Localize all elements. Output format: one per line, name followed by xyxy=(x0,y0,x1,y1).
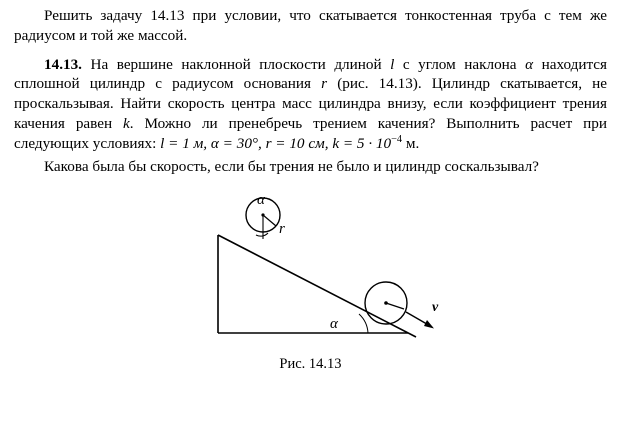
problem-text-5: . Можно ли пренебречь трением качения? Выполнить расчет при следующих условиях: xyxy=(14,114,608,152)
figure-drawing xyxy=(0,193,621,353)
label-radius: r xyxy=(279,221,285,237)
symbol-l: l xyxy=(390,55,395,73)
condition-k-unit: м. xyxy=(402,134,420,152)
question-line-2: соскальзывал? xyxy=(444,158,539,176)
condition-l: l = 1 м, xyxy=(160,134,208,152)
intro-line-2: тонкостенная труба с тем же радиусом и той же массой. xyxy=(14,7,607,44)
problem-text-2: с углом наклона xyxy=(402,55,517,73)
question-line-1: Какова была бы скорость, если бы трения не было и цилиндр xyxy=(44,158,441,176)
label-velocity: v xyxy=(432,300,439,315)
symbol-alpha: α xyxy=(525,55,534,73)
intro-line-1: Решить задачу 14.13 при условии, что скатывается xyxy=(44,7,398,24)
label-alpha-bottom: α xyxy=(330,316,338,332)
problem-number: 14.13. xyxy=(44,55,82,73)
problem-paragraph xyxy=(14,55,607,154)
problem-text-1: На вершине наклонной плоскости длиной xyxy=(90,55,382,73)
condition-k-base: k = 5 · 10 xyxy=(332,134,392,152)
problem-text-4: (рис. 14.13). Цилиндр скатывается, не проскальзывая. Найти скорость центра масс цилиндра внизу, если коэффициент трения качения равен xyxy=(14,75,608,132)
symbol-r: r xyxy=(321,75,328,93)
symbol-k: k xyxy=(123,114,130,132)
inclined-plane xyxy=(218,235,416,337)
figure-14-13 xyxy=(0,193,621,373)
condition-r: r = 10 см, xyxy=(265,134,329,152)
condition-k-exponent: −4 xyxy=(391,133,403,145)
intro-paragraph xyxy=(14,6,607,46)
label-alpha-top: α xyxy=(257,193,265,208)
question-paragraph xyxy=(14,157,607,177)
velocity-arrow xyxy=(406,312,434,329)
condition-alpha: α = 30°, xyxy=(210,134,262,152)
figure-caption: Рис. 14.13 xyxy=(279,356,342,372)
problem-text-3: находится сплошной цилиндр с радиусом основания xyxy=(14,55,608,93)
cylinder-bottom xyxy=(365,282,407,324)
condition-k xyxy=(332,135,419,152)
